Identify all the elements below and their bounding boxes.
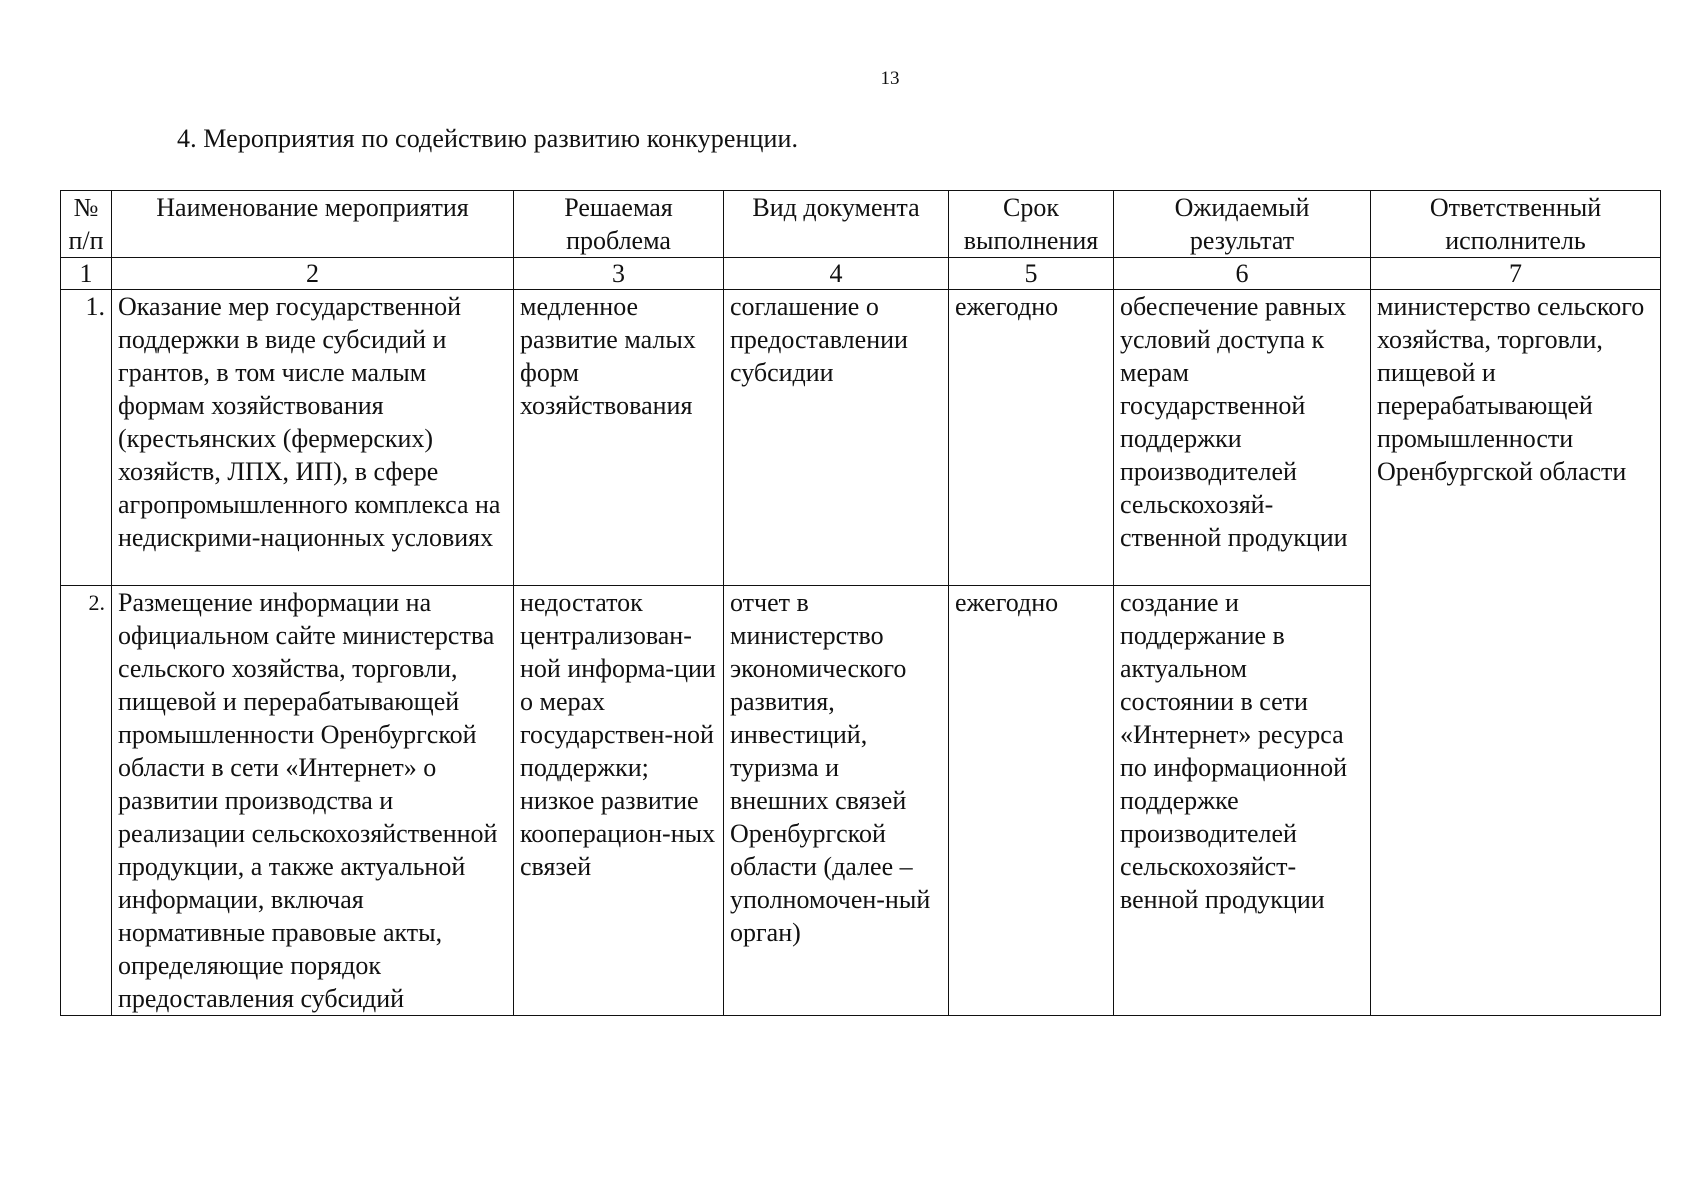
header-no: № п/п bbox=[61, 191, 112, 258]
header-problem: Решаемая проблема bbox=[514, 191, 724, 258]
column-number: 7 bbox=[1371, 258, 1661, 290]
doc-type-cell: отчет в министерство экономического развития, инвестиций, туризма и внешних связей Оренбургской области (далее – уполномочен-ный орган) bbox=[724, 586, 949, 1016]
header-row bbox=[61, 191, 1661, 258]
measure-name: Оказание мер государственной поддержки в виде субсидий и грантов, в том числе малым формам хозяйствования (крестьянских (фермерских) хозяйств, ЛПХ, ИП), в сфере агропромышленного комплекса на недискрими-национных условиях bbox=[112, 290, 514, 586]
column-number-row bbox=[61, 258, 1661, 290]
result-cell: обеспечение равных условий доступа к мерам государственной поддержки производителей сельскохозяй-ственной продукции bbox=[1114, 290, 1371, 586]
header-doc-type: Вид документа bbox=[724, 191, 949, 258]
doc-type-cell: соглашение о предоставлении субсидии bbox=[724, 290, 949, 586]
column-number: 1 bbox=[61, 258, 112, 290]
header-deadline: Срок выполнения bbox=[949, 191, 1114, 258]
section-title: 4. Мероприятия по содействию развитию конкуренции. bbox=[177, 124, 799, 153]
header-name: Наименование мероприятия bbox=[112, 191, 514, 258]
measures-table bbox=[60, 190, 1661, 1016]
deadline-cell: ежегодно bbox=[949, 586, 1114, 1016]
problem-cell: недостаток централизован-ной информа-ции о мерах государствен-ной поддержки; низкое развитие кооперацион-ных связей bbox=[514, 586, 724, 1016]
responsible-cell: министерство сельского хозяйства, торговли, пищевой и перерабатывающей промышленности Оренбургской области bbox=[1371, 290, 1661, 1016]
row-number: 2. bbox=[61, 586, 112, 1016]
column-number: 4 bbox=[724, 258, 949, 290]
row-number: 1. bbox=[61, 290, 112, 586]
result-cell: создание и поддержание в актуальном состоянии в сети «Интернет» ресурса по информационной поддержке производителей сельскохозяйст-венной продукции bbox=[1114, 586, 1371, 1016]
column-number: 6 bbox=[1114, 258, 1371, 290]
problem-cell: медленное развитие малых форм хозяйствования bbox=[514, 290, 724, 586]
column-number: 3 bbox=[514, 258, 724, 290]
measure-name: Размещение информации на официальном сайте министерства сельского хозяйства, торговли, пищевой и перерабатывающей промышленности Оренбургской области в сети «Интернет» о развитии производства и реализации сельскохозяйственной продукции, а также актуальной информации, включая нормативные правовые акты, определяющие порядок предоставления субсидий bbox=[112, 586, 514, 1016]
page-number: 13 bbox=[880, 68, 900, 89]
column-number: 5 bbox=[949, 258, 1114, 290]
column-number: 2 bbox=[112, 258, 514, 290]
header-result: Ожидаемый результат bbox=[1114, 191, 1371, 258]
table-row bbox=[61, 290, 1661, 586]
header-responsible: Ответственный исполнитель bbox=[1371, 191, 1661, 258]
deadline-cell: ежегодно bbox=[949, 290, 1114, 586]
